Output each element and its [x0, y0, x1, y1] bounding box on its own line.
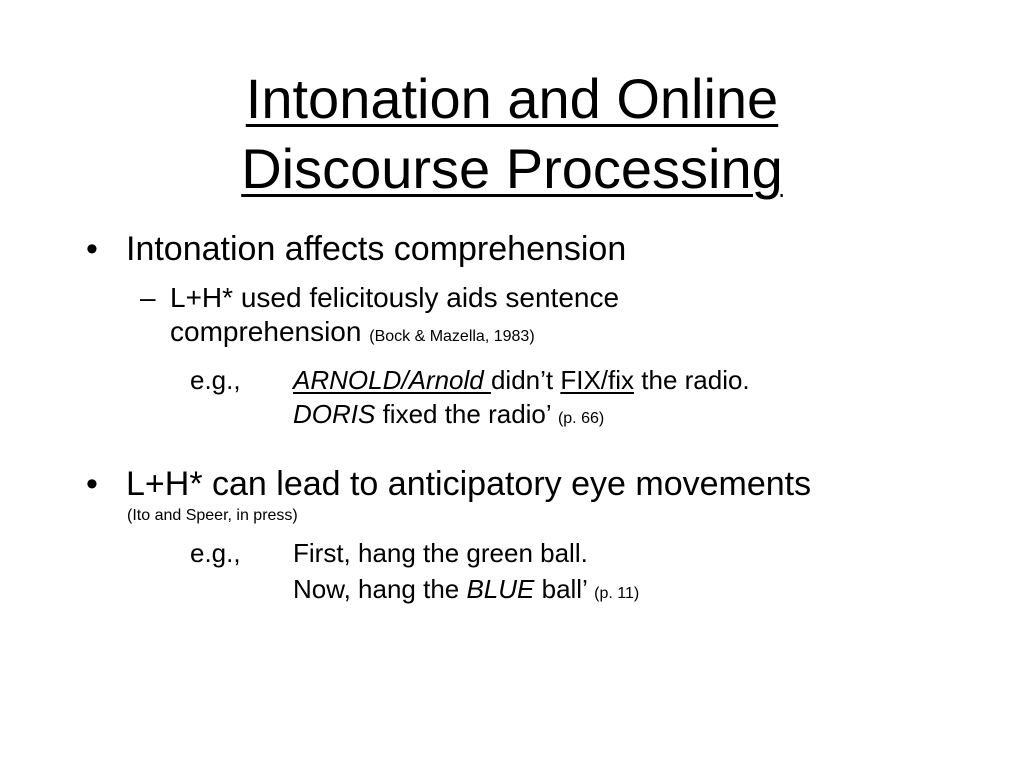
slide-title: [0, 64, 1024, 204]
citation-p66: (p. 66): [557, 410, 605, 427]
sub-bullet-line-2: [170, 315, 535, 354]
example-1-doris: DORIS: [293, 399, 376, 429]
example-2-ball: ball’: [534, 574, 587, 604]
example-1-label: e.g.,: [190, 365, 241, 395]
citation-p11: (p. 11): [594, 585, 640, 602]
bullet-marker: •: [86, 230, 98, 268]
bullet-marker: •: [86, 465, 98, 503]
citation-ito-speer: (Ito and Speer, in press): [127, 507, 298, 524]
sub-bullet-line-2-text: comprehension: [170, 316, 362, 347]
example-1-the-radio: the radio.: [634, 365, 750, 395]
example-2-blue: BLUE: [466, 574, 535, 604]
example-1-line-2: [293, 397, 604, 436]
example-2-now-hang-the: Now, hang the: [293, 574, 467, 604]
citation-bock-mazella: (Bock & Mazella, 1983): [369, 328, 535, 345]
example-1-arnold: ARNOLD/Arnold: [293, 365, 491, 395]
sub-bullet-marker: –: [140, 282, 156, 313]
sub-bullet-line-1: L+H* used felicitously aids sentence: [170, 282, 620, 313]
example-2-line-2: [293, 572, 639, 611]
slide-title-line-2: Discourse Processing: [241, 137, 783, 200]
bullet-text: L+H* can lead to anticipatory eye movements: [126, 465, 812, 503]
example-1-fix: FIX/fix: [560, 365, 635, 395]
bullet-text: Intonation affects comprehension: [126, 230, 627, 268]
example-1-fixed-the-radio: fixed the radio’: [375, 399, 551, 429]
example-2-line-1: First, hang the green ball.: [293, 538, 588, 568]
example-1-line-1: [293, 363, 750, 397]
slide-title-line-1: Intonation and Online: [245, 67, 779, 130]
example-1-didnt: didn’t: [490, 365, 561, 395]
example-2-label: e.g.,: [190, 538, 241, 568]
